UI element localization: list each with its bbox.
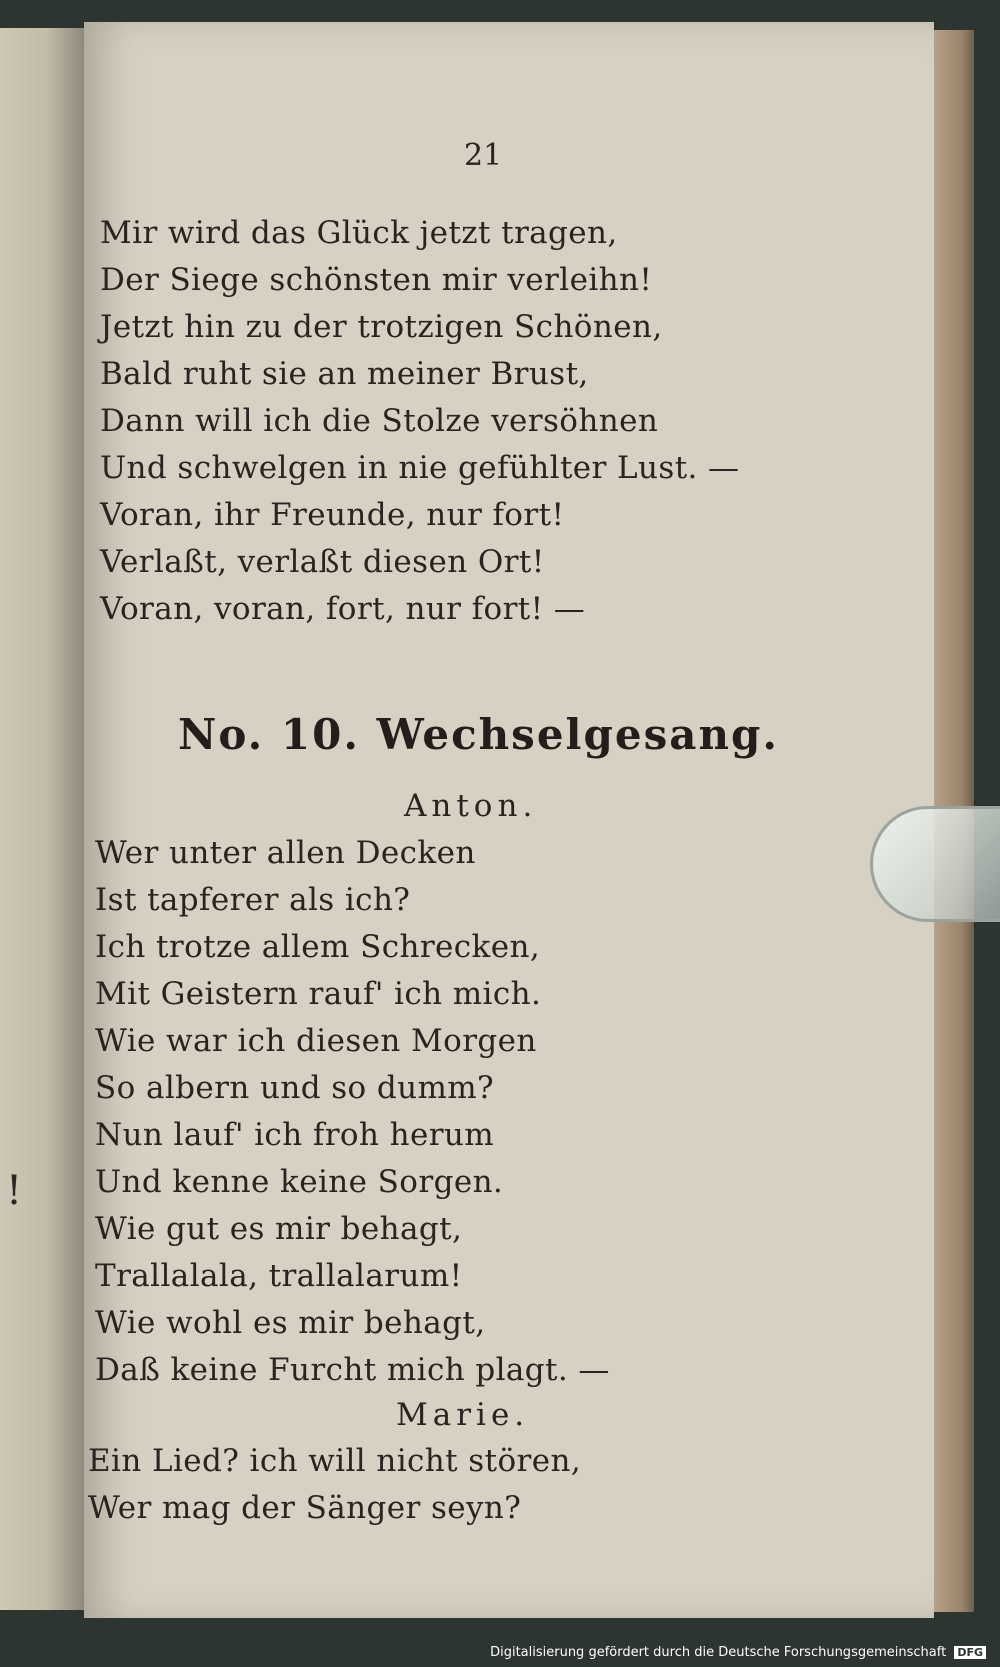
poem-line: Bald ruht sie an meiner Brust,	[100, 356, 589, 392]
poem-line: Der Siege schönsten mir verleihn!	[100, 262, 653, 298]
marie-verse	[88, 1438, 581, 1532]
poem-line: Wer unter allen Decken	[95, 835, 476, 871]
poem-line: Voran, voran, fort, nur fort! —	[100, 591, 586, 627]
poem-line: Mir wird das Glück jetzt tragen,	[100, 215, 618, 251]
dfg-logo: DFG	[954, 1646, 986, 1659]
poem-line: Wie gut es mir behagt,	[95, 1211, 463, 1247]
speaker-marie: Marie.	[396, 1397, 530, 1433]
poem-line: Ist tapferer als ich?	[95, 882, 411, 918]
poem-line: Und schwelgen in nie gefühlter Lust. —	[100, 450, 740, 486]
poem-line: Wie war ich diesen Morgen	[95, 1023, 537, 1059]
left-page-edge	[0, 28, 84, 1610]
page-number: 21	[464, 138, 503, 173]
poem-line: Jetzt hin zu der trotzigen Schönen,	[100, 309, 663, 345]
poem-line: Mit Geistern rauf' ich mich.	[95, 976, 542, 1012]
speaker-anton: Anton.	[404, 788, 538, 824]
anton-verse	[95, 830, 610, 1394]
poem-line: Voran, ihr Freunde, nur fort!	[100, 497, 565, 533]
poem-line: Dann will ich die Stolze versöhnen	[100, 403, 659, 439]
poem-line: Und kenne keine Sorgen.	[95, 1164, 504, 1200]
poem-line: Daß keine Furcht mich plagt. —	[95, 1352, 610, 1388]
poem-line: So albern und so dumm?	[95, 1070, 495, 1106]
poem-line: Ich trotze allem Schrecken,	[95, 929, 541, 965]
poem-line: Nun lauf' ich froh herum	[95, 1117, 495, 1153]
poem-line: Verlaßt, verlaßt diesen Ort!	[100, 544, 545, 580]
left-page-mark: !	[6, 1168, 23, 1214]
footer-text: Digitalisierung gefördert durch die Deutsche Forschungsgemeinschaft	[490, 1645, 947, 1660]
section-heading: No. 10. Wechselgesang.	[178, 710, 779, 759]
poem-line: Wer mag der Sänger seyn?	[88, 1490, 522, 1526]
page-clip-icon	[870, 806, 1000, 922]
poem-line: Trallalala, trallalarum!	[95, 1258, 463, 1294]
stanza-top	[100, 210, 739, 633]
poem-line: Ein Lied? ich will nicht stören,	[88, 1443, 582, 1479]
poem-line: Wie wohl es mir behagt,	[95, 1305, 486, 1341]
footer-credit	[0, 1645, 986, 1660]
